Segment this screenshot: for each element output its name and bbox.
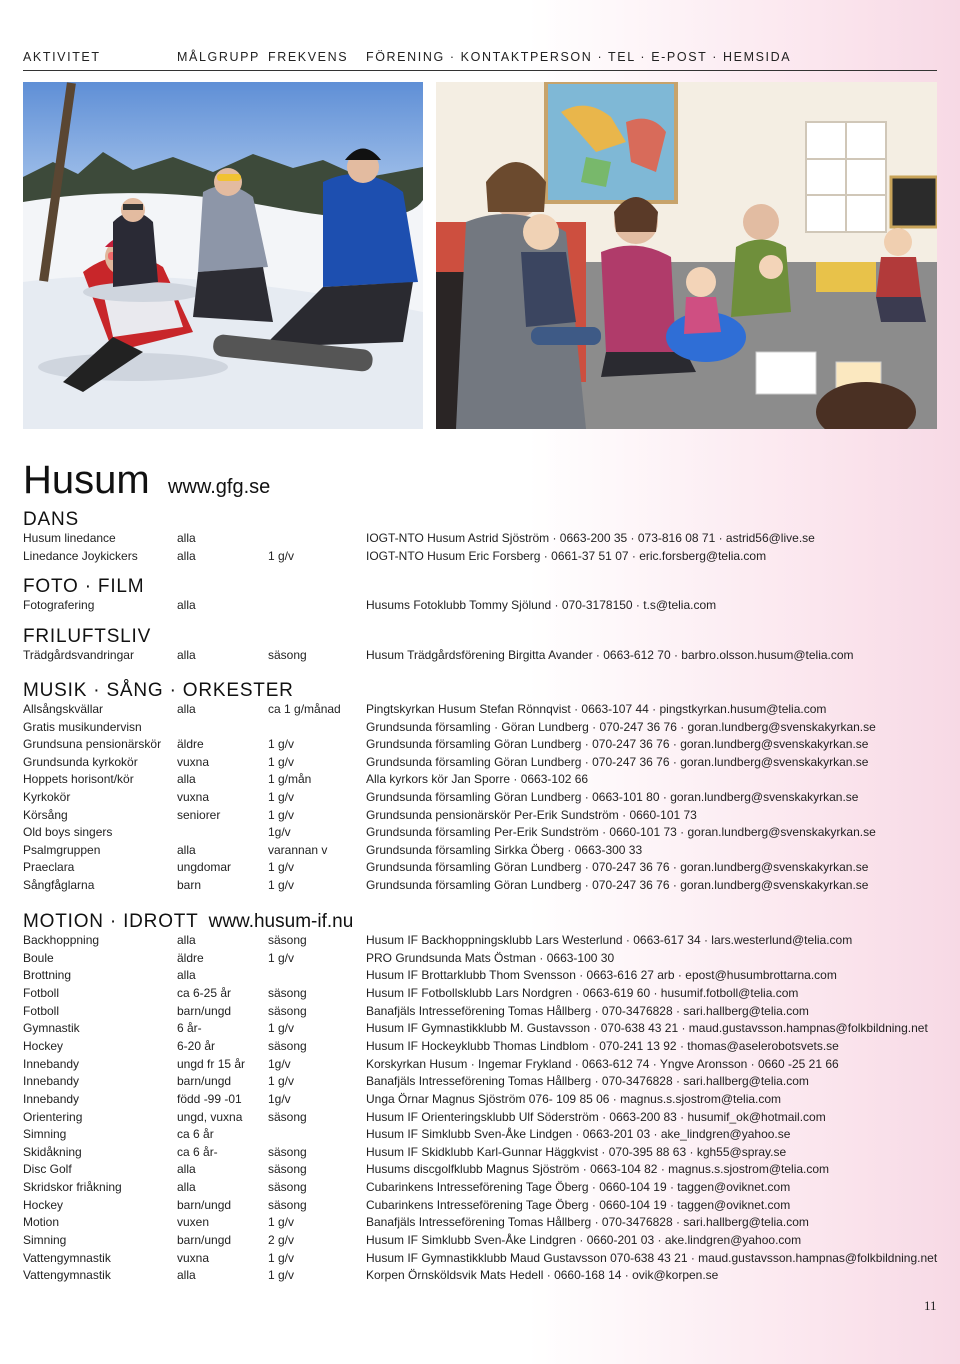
row-contact: Husum IF Brottarklubb Thom Svensson · 0663-616 27 arb · epost@husumbrottarna.com (366, 968, 837, 982)
row-frequency: säsong (268, 1004, 307, 1018)
row-activity: Grundsunda kyrkokör (23, 755, 138, 769)
row-target-group: alla (177, 598, 196, 612)
activity-row (23, 1021, 953, 1038)
row-activity: Innebandy (23, 1092, 80, 1106)
row-frequency: säsong (268, 1110, 307, 1124)
row-frequency: 1 g/v (268, 808, 295, 822)
row-activity: Simning (23, 1127, 67, 1141)
row-frequency: säsong (268, 1198, 307, 1212)
activity-row (23, 808, 953, 825)
row-activity: Fotboll (23, 986, 60, 1000)
row-activity: Innebandy (23, 1074, 80, 1088)
header-forening: FÖRENING · KONTAKTPERSON · TEL · E-POST · HEMSIDA (366, 50, 792, 64)
row-target-group: alla (177, 549, 196, 563)
row-activity: Hockey (23, 1198, 64, 1212)
row-activity: Sångfåglarna (23, 878, 95, 892)
activity-row (23, 968, 953, 985)
row-target-group: vuxna (177, 755, 210, 769)
row-target-group: alla (177, 968, 196, 982)
row-contact: Husum IF Gymnastikklubb Maud Gustavsson 070-638 43 21 · maud.gustavsson.hampnas@folkbildning.net (366, 1251, 938, 1265)
row-target-group: 6-20 år (177, 1039, 216, 1053)
activity-row (23, 1057, 953, 1074)
row-contact: Banafjäls Intresseförening Tomas Hållberg · 070-3476828 · sari.hallberg@telia.com (366, 1004, 809, 1018)
activity-row (23, 825, 953, 842)
row-frequency: 1g/v (268, 1092, 291, 1106)
row-target-group: alla (177, 1268, 196, 1282)
row-contact: Husum IF Simklubb Sven-Åke Lindgren · 0660-201 03 · ake.lindgren@yahoo.com (366, 1233, 802, 1247)
row-target-group: 6 år- (177, 1021, 202, 1035)
row-activity: Allsångskvällar (23, 702, 104, 716)
row-activity: Skridskor friåkning (23, 1180, 122, 1194)
row-activity: Husum linedance (23, 531, 116, 545)
row-activity: Praeclara (23, 860, 75, 874)
activity-row (23, 1074, 953, 1091)
row-contact: Husums Fotoklubb Tommy Sjölund · 070-3178150 · t.s@telia.com (366, 598, 717, 612)
row-activity: Gratis musikundervisn (23, 720, 142, 734)
row-activity: Linedance Joykickers (23, 549, 138, 563)
row-activity: Motion (23, 1215, 60, 1229)
activity-row (23, 1039, 953, 1056)
row-target-group: alla (177, 531, 196, 545)
row-target-group: alla (177, 1180, 196, 1194)
activity-row (23, 1004, 953, 1021)
row-activity: Hockey (23, 1039, 64, 1053)
row-activity: Grundsuna pensionärskör (23, 737, 162, 751)
row-contact: Banafjäls Intresseförening Tomas Hållberg · 070-3476828 · sari.hallberg@telia.com (366, 1215, 809, 1229)
row-target-group: barn/ungd (177, 1233, 232, 1247)
activity-row (23, 772, 953, 789)
section-heading-friluftsliv (23, 626, 151, 648)
row-contact: IOGT-NTO Husum Astrid Sjöström · 0663-200 35 · 073-816 08 71 · astrid56@live.se (366, 531, 815, 545)
row-frequency: 1g/v (268, 1057, 291, 1071)
row-activity: Simning (23, 1233, 67, 1247)
activity-row (23, 702, 953, 719)
row-target-group: seniorer (177, 808, 221, 822)
section-heading-musik (23, 680, 294, 702)
activity-row (23, 549, 953, 566)
row-activity: Boule (23, 951, 54, 965)
row-target-group: född -99 -01 (177, 1092, 242, 1106)
row-frequency: 1 g/v (268, 951, 295, 965)
playroom-photo (436, 82, 937, 429)
row-target-group: barn/ungd (177, 1074, 232, 1088)
row-target-group: äldre (177, 951, 204, 965)
activity-row (23, 843, 953, 860)
row-frequency: säsong (268, 1145, 307, 1159)
activity-row (23, 1198, 953, 1215)
row-target-group: ca 6 år (177, 1127, 214, 1141)
row-activity: Brottning (23, 968, 72, 982)
row-target-group: alla (177, 702, 196, 716)
section-heading-text: FRILUFTSLIV (23, 626, 152, 647)
row-frequency: 1g/v (268, 825, 291, 839)
header-aktivitet: AKTIVITET (23, 50, 101, 64)
row-frequency: säsong (268, 1180, 307, 1194)
row-activity: Skidåkning (23, 1145, 82, 1159)
row-target-group: ungdomar (177, 860, 232, 874)
activity-row (23, 860, 953, 877)
row-contact: Husum IF Orienteringsklubb Ulf Söderström · 0663-200 83 · husumif_ok@hotmail.com (366, 1110, 826, 1124)
row-frequency: säsong (268, 933, 307, 947)
row-contact: Cubarinkens Intresseförening Tage Öberg · 0660-104 19 · taggen@oviknet.com (366, 1180, 791, 1194)
page-title: Husum (23, 458, 150, 502)
row-contact: PRO Grundsunda Mats Östman · 0663-100 30 (366, 951, 615, 965)
row-target-group: ungd, vuxna (177, 1110, 243, 1124)
row-target-group: vuxen (177, 1215, 210, 1229)
row-contact: Korskyrkan Husum · Ingemar Frykland · 0663-612 74 · Yngve Aronsson · 0660 -25 21 66 (366, 1057, 839, 1071)
row-activity: Old boys singers (23, 825, 113, 839)
row-target-group: ca 6-25 år (177, 986, 232, 1000)
row-activity: Gymnastik (23, 1021, 80, 1035)
row-frequency: 1 g/v (268, 1021, 295, 1035)
row-contact: Cubarinkens Intresseförening Tage Öberg · 0660-104 19 · taggen@oviknet.com (366, 1198, 791, 1212)
row-target-group: alla (177, 648, 196, 662)
row-target-group: alla (177, 933, 196, 947)
row-contact: Banafjäls Intresseförening Tomas Hållberg · 070-3476828 · sari.hallberg@telia.com (366, 1074, 809, 1088)
website-link[interactable]: www.gfg.se (168, 476, 271, 498)
activity-row (23, 1110, 953, 1127)
row-contact: Pingtskyrkan Husum Stefan Rönnqvist · 0663-107 44 · pingstkyrkan.husum@telia.com (366, 702, 827, 716)
page-number: 11 (924, 1298, 937, 1313)
row-contact: Korpen Örnsköldsvik Mats Hedell · 0660-168 14 · ovik@korpen.se (366, 1268, 719, 1282)
section-website-link[interactable]: www.husum-if.nu (208, 911, 354, 932)
row-activity: Fotboll (23, 1004, 60, 1018)
row-contact: Grundsunda församling Göran Lundberg · 070-247 36 76 · goran.lundberg@svenskakyrkan.se (366, 737, 869, 751)
row-frequency: 1 g/v (268, 878, 295, 892)
row-target-group: alla (177, 1162, 196, 1176)
row-contact: Grundsunda församling Göran Lundberg · 0663-101 80 · goran.lundberg@svenskakyrkan.se (366, 790, 859, 804)
row-target-group: alla (177, 772, 196, 786)
section-heading-text: DANS (23, 509, 79, 530)
row-activity: Backhoppning (23, 933, 100, 947)
header-malgrupp: MÅLGRUPP (177, 50, 260, 64)
row-target-group: äldre (177, 737, 204, 751)
row-target-group: barn/ungd (177, 1004, 232, 1018)
column-header (23, 50, 937, 71)
row-frequency: 1 g/v (268, 1074, 295, 1088)
row-activity: Innebandy (23, 1057, 80, 1071)
row-contact: IOGT-NTO Husum Eric Forsberg · 0661-37 51 07 · eric.forsberg@telia.com (366, 549, 767, 563)
section-heading-dans (23, 509, 79, 531)
activity-row (23, 531, 953, 548)
activity-row (23, 737, 953, 754)
row-contact: Grundsunda församling Göran Lundberg · 070-247 36 76 · goran.lundberg@svenskakyrkan.se (366, 860, 869, 874)
row-activity: Hoppets horisont/kör (23, 772, 134, 786)
row-frequency: 1 g/v (268, 755, 295, 769)
row-activity: Fotografering (23, 598, 95, 612)
activity-row (23, 986, 953, 1003)
row-contact: Husums discgolfklubb Magnus Sjöström · 0663-104 82 · magnus.s.sjostrom@telia.com (366, 1162, 830, 1176)
header-frekvens: FREKVENS (268, 50, 349, 64)
row-contact: Husum IF Hockeyklubb Thomas Lindblom · 070-241 13 92 · thomas@aselerobotsvets.se (366, 1039, 839, 1053)
activity-row (23, 1233, 953, 1250)
row-frequency: 1 g/v (268, 790, 295, 804)
row-target-group: alla (177, 843, 196, 857)
row-target-group: ungd fr 15 år (177, 1057, 246, 1071)
row-contact: Husum IF Skidklubb Karl-Gunnar Häggkvist · 070-395 88 63 · kgh55@spray.se (366, 1145, 787, 1159)
row-contact: Grundsunda församling · Göran Lundberg · 070-247 36 76 · goran.lundberg@svenskakyrkan.se (366, 720, 876, 734)
row-activity: Kyrkokör (23, 790, 71, 804)
row-activity: Körsång (23, 808, 68, 822)
row-activity: Trädgårdsvandringar (23, 648, 134, 662)
activity-row (23, 720, 953, 737)
activity-row (23, 1162, 953, 1179)
section-heading-text: MOTION · IDROTT (23, 911, 199, 932)
row-target-group: ca 6 år- (177, 1145, 218, 1159)
section-heading-text: FOTO · FILM (23, 576, 145, 597)
activity-row (23, 1092, 953, 1109)
snowboarders-photo (23, 82, 423, 429)
section-heading-motion (23, 911, 353, 933)
row-frequency: 2 g/v (268, 1233, 295, 1247)
row-contact: Grundsunda församling Göran Lundberg · 070-247 36 76 · goran.lundberg@svenskakyrkan.se (366, 878, 869, 892)
row-contact: Alla kyrkors kör Jan Sporre · 0663-102 66 (366, 772, 589, 786)
row-frequency: säsong (268, 1039, 307, 1053)
row-activity: Vattengymnastik (23, 1268, 111, 1282)
activity-row (23, 790, 953, 807)
activity-row (23, 1268, 953, 1285)
activity-row (23, 1145, 953, 1162)
row-contact: Husum IF Simklubb Sven-Åke Lindgen · 0663-201 03 · ake_lindgren@yahoo.se (366, 1127, 791, 1141)
row-frequency: 1 g/mån (268, 772, 312, 786)
activity-row (23, 951, 953, 968)
row-activity: Psalmgruppen (23, 843, 101, 857)
row-activity: Vattengymnastik (23, 1251, 111, 1265)
activity-row (23, 755, 953, 772)
section-heading-text: MUSIK · SÅNG · ORKESTER (23, 680, 294, 701)
row-contact: Grundsunda församling Per-Erik Sundström · 0660-101 73 · goran.lundberg@svenskakyrkan.se (366, 825, 876, 839)
row-contact: Husum IF Fotbollsklubb Lars Nordgren · 0663-619 60 · husumif.fotboll@telia.com (366, 986, 799, 1000)
activity-row (23, 598, 953, 615)
row-frequency: ca 1 g/månad (268, 702, 341, 716)
row-activity: Orientering (23, 1110, 83, 1124)
row-target-group: barn (177, 878, 202, 892)
row-contact: Grundsunda pensionärskör Per-Erik Sundström · 0660-101 73 (366, 808, 697, 822)
row-frequency: säsong (268, 986, 307, 1000)
activity-row (23, 878, 953, 895)
row-contact: Husum IF Backhoppningsklubb Lars Westerlund · 0663-617 34 · lars.westerlund@telia.com (366, 933, 853, 947)
row-contact: Grundsunda församling Sirkka Öberg · 0663-300 33 (366, 843, 643, 857)
row-activity: Disc Golf (23, 1162, 72, 1176)
snowboarders-illustration (23, 82, 423, 429)
row-contact: Husum Trädgårdsförening Birgitta Avander · 0663-612 70 · barbro.olsson.husum@telia.com (366, 648, 854, 662)
row-frequency: varannan v (268, 843, 328, 857)
playroom-illustration (436, 82, 937, 429)
activity-row (23, 648, 953, 665)
row-target-group: barn/ungd (177, 1198, 232, 1212)
row-frequency: 1 g/v (268, 860, 295, 874)
row-frequency: 1 g/v (268, 1268, 295, 1282)
row-frequency: 1 g/v (268, 737, 295, 751)
row-contact: Unga Örnar Magnus Sjöström 076- 109 85 06 · magnus.s.sjostrom@telia.com (366, 1092, 782, 1106)
section-heading-foto (23, 576, 144, 598)
row-frequency: 1 g/v (268, 1251, 295, 1265)
row-frequency: säsong (268, 648, 307, 662)
activity-row (23, 1215, 953, 1232)
row-frequency: 1 g/v (268, 1215, 295, 1229)
row-frequency: säsong (268, 1162, 307, 1176)
activity-row (23, 1251, 953, 1268)
row-contact: Husum IF Gymnastikklubb M. Gustavsson · 070-638 43 21 · maud.gustavsson.hampnas@folkbildning.net (366, 1021, 928, 1035)
activity-row (23, 1180, 953, 1197)
activity-row (23, 933, 953, 950)
row-contact: Grundsunda församling Göran Lundberg · 070-247 36 76 · goran.lundberg@svenskakyrkan.se (366, 755, 869, 769)
row-target-group: vuxna (177, 1251, 210, 1265)
row-target-group: vuxna (177, 790, 210, 804)
activity-row (23, 1127, 953, 1144)
row-frequency: 1 g/v (268, 549, 295, 563)
